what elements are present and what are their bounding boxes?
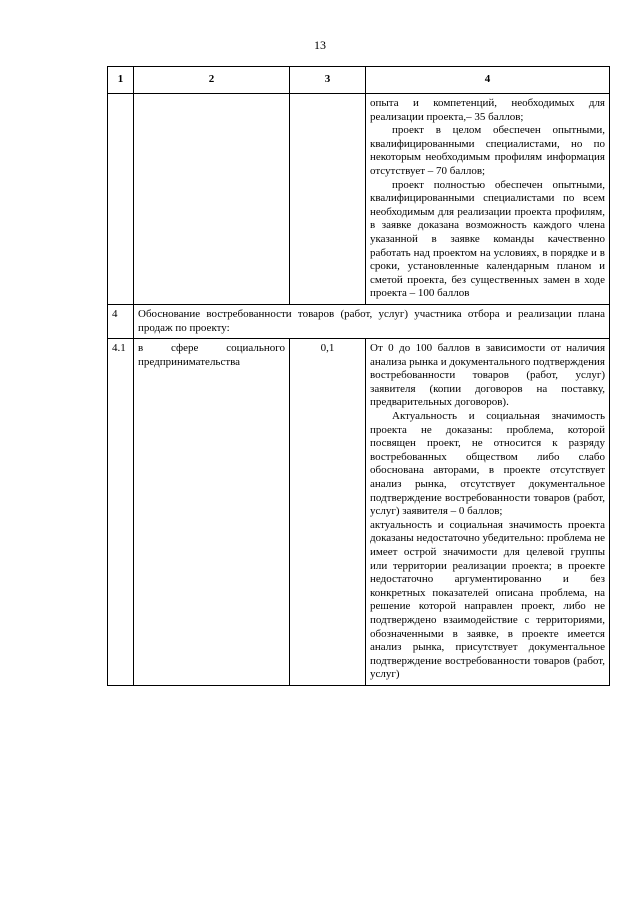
scoring-description-cell <box>366 339 610 686</box>
row-number-cell: 4.1 <box>108 339 134 686</box>
row-number-cell: 4 <box>108 304 134 338</box>
table-header-row <box>108 67 610 94</box>
criterion-name-cell: в сфере социального предпринимательства <box>134 339 290 686</box>
weight-cell <box>290 94 366 305</box>
scoring-description-cell <box>366 94 610 305</box>
column-header-1: 1 <box>108 67 134 94</box>
row-number-cell <box>108 94 134 305</box>
column-header-4: 4 <box>366 67 610 94</box>
column-header-3: 3 <box>290 67 366 94</box>
scoring-paragraph: проект полностью обеспечен опытными, квалифицированными специалистами по всем необходимым для реализации проекта профилям, в заявке доказана возможность каждого члена указанной в заявке команды качественно работать над проектом на условиях, в порядке и в сроки, установленные календарным планом и сметой проекта, без существенных замен в ходе проекта – 100 баллов <box>370 178 605 300</box>
page-number: 13 <box>314 38 326 52</box>
column-header-2: 2 <box>134 67 290 94</box>
criteria-table <box>107 66 610 686</box>
scoring-paragraph: проект в целом обеспечен опытными, квалифицированными специалистами, но по некоторым необходимым профилям информация отсутствует – 70 баллов; <box>370 124 605 177</box>
scoring-paragraph: От 0 до 100 баллов в зависимости от наличия анализа рынка и документального подтверждения востребованности товаров (работ, услуг) заявителя (копии договоров на поставку, предварительных договоров). <box>370 342 605 409</box>
scoring-paragraph: Актуальность и социальная значимость проекта не доказаны: проблема, которой посвящен проект, не относится к разряду востребованных обществом либо слабо обоснована авторами, в проекте отсутствует анализ рынка, отсутствует документальное подтверждение востребованности товаров (работ, услуг) заявителя – 0 баллов; <box>370 410 605 518</box>
table-row-4-1 <box>108 339 610 686</box>
scoring-paragraph: актуальность и социальная значимость проекта доказаны недостаточно убедительно: проблема не имеет острой значимости для целевой группы или территории реализации проекта; в проекте недостаточно аргументированно и без конкретных показателей описана проблема, на решение которой направлен проект, либо не подтверждено взаимодействие с территориями, обозначенными в заявке, в проекте имеется анализ рынка, присутствует документальное подтверждение востребованности товаров (работ, услуг) <box>370 518 605 681</box>
scoring-paragraph: опыта и компетенций, необходимых для реализации проекта,– 35 баллов; <box>370 97 605 123</box>
table-row-4 <box>108 304 610 338</box>
section-heading-cell: Обоснование востребованности товаров (работ, услуг) участника отбора и реализации плана продаж по проекту: <box>134 304 610 338</box>
criterion-name-cell <box>134 94 290 305</box>
weight-cell: 0,1 <box>290 339 366 686</box>
table-row-continued <box>108 94 610 305</box>
